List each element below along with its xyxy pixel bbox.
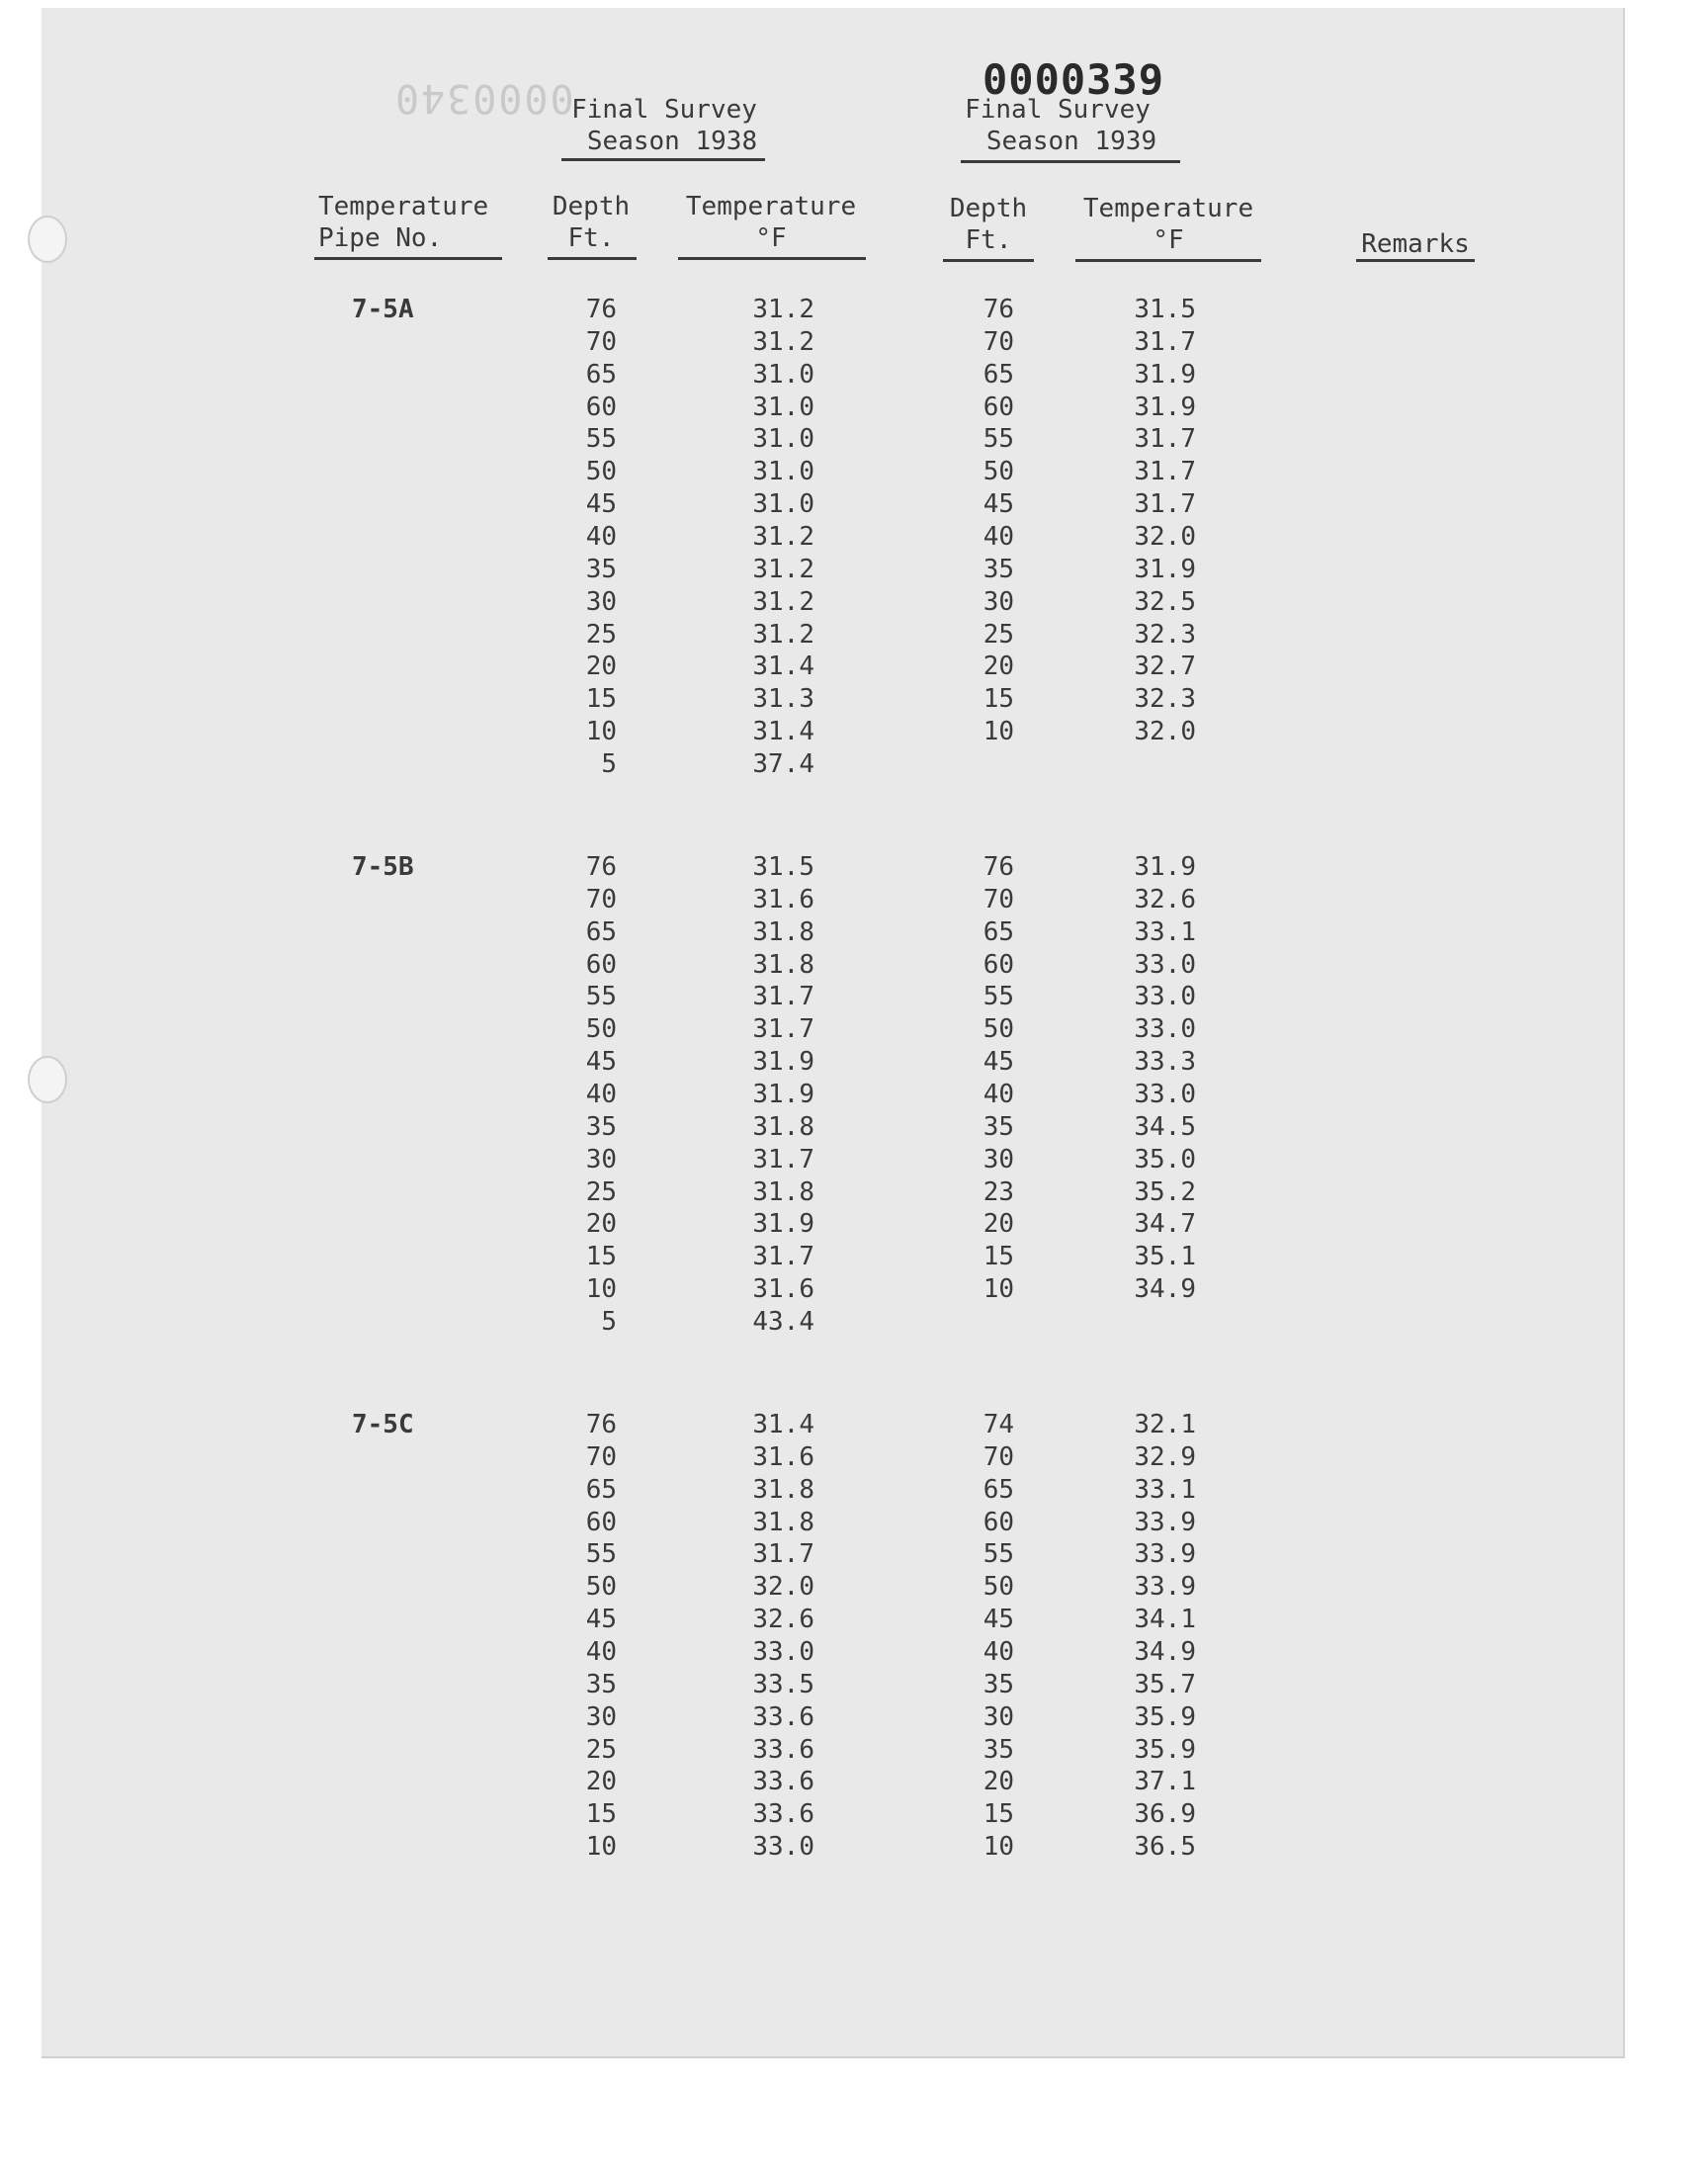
temp-1939-cell: 31.5 (1134, 295, 1196, 324)
depth-1938-cell: 76 (585, 295, 617, 324)
temp-1939-cell: 32.0 (1134, 521, 1196, 552)
temp-1939-cell: 37.1 (1134, 1767, 1196, 1797)
header-temp-1938-line1: Temperature (685, 192, 857, 221)
temp-1938-cell: 31.2 (752, 521, 814, 552)
depth-1938-cell: 35 (585, 554, 617, 584)
depth-1939-cell: 10 (982, 717, 1014, 747)
depth-1939-cell: 55 (982, 424, 1014, 455)
depth-1938-cell: 20 (585, 1767, 617, 1797)
temp-1938-cell: 31.6 (752, 1441, 814, 1472)
depth-1938-cell: 50 (585, 1572, 617, 1603)
header-pipe-underline (314, 257, 502, 260)
depth-1938-cell: 5 (601, 748, 617, 779)
temp-1939-cell: 31.9 (1134, 852, 1196, 882)
temp-1939-cell: 32.3 (1134, 619, 1196, 650)
depth-1939-cell: 10 (982, 1832, 1014, 1863)
temp-1939-cell: 31.9 (1134, 359, 1196, 390)
temp-1938-cell: 33.6 (752, 1701, 814, 1732)
depth-1939-cell: 70 (982, 326, 1014, 357)
temp-1938-cell: 31.9 (752, 1079, 814, 1109)
survey-1938-title: Final Survey (571, 95, 757, 125)
temp-1939-cell: 31.9 (1134, 554, 1196, 584)
temp-1939-cell: 33.3 (1134, 1047, 1196, 1078)
temp-1939-cell: 34.9 (1134, 1636, 1196, 1667)
depth-1939-cell: 20 (982, 652, 1014, 682)
temp-1938-cell: 31.6 (752, 884, 814, 914)
depth-1938-cell: 70 (585, 1441, 617, 1472)
temp-1938-cell: 31.4 (752, 652, 814, 682)
temp-1938-cell: 31.2 (752, 326, 814, 357)
temp-1939-cell: 35.9 (1134, 1734, 1196, 1765)
depth-1939-cell: 20 (982, 1209, 1014, 1240)
depth-1938-cell: 40 (585, 1079, 617, 1109)
temp-1939-cell: 31.7 (1134, 424, 1196, 455)
depth-1939-cell: 30 (982, 1144, 1014, 1174)
depth-1939-cell: 50 (982, 1014, 1014, 1045)
temp-1939-cell: 33.9 (1134, 1507, 1196, 1537)
depth-1939-cell: 15 (982, 684, 1014, 715)
temp-1938-cell: 31.8 (752, 1111, 814, 1142)
temp-1939-cell: 33.0 (1134, 1014, 1196, 1045)
depth-1938-cell: 76 (585, 852, 617, 882)
depth-1938-cell: 65 (585, 359, 617, 390)
depth-1938-cell: 65 (585, 1474, 617, 1505)
header-remarks: Remarks (1361, 229, 1470, 259)
depth-1939-cell: 70 (982, 884, 1014, 914)
temp-1938-cell: 31.9 (752, 1209, 814, 1240)
depth-1938-cell: 35 (585, 1669, 617, 1699)
document-page (42, 8, 1625, 2058)
depth-1939-cell: 76 (982, 295, 1014, 324)
depth-1939-cell: 40 (982, 1079, 1014, 1109)
header-temp-1939-line2: °F (1153, 225, 1184, 255)
depth-1938-cell: 55 (585, 1539, 617, 1570)
depth-1939-cell: 74 (982, 1410, 1014, 1439)
depth-1938-cell: 45 (585, 1605, 617, 1635)
temp-1939-cell: 33.9 (1134, 1539, 1196, 1570)
depth-1938-cell: 10 (585, 1832, 617, 1863)
depth-1938-cell: 25 (585, 1734, 617, 1765)
depth-1938-cell: 10 (585, 1274, 617, 1305)
header-temp-1938-underline (678, 257, 866, 260)
depth-1938-cell: 65 (585, 916, 617, 947)
header-depth-1939-line1: Depth (949, 194, 1028, 223)
header-depth-1938-line2: Ft. (567, 223, 615, 253)
depth-1939-cell: 50 (982, 1572, 1014, 1603)
temp-1939-cell: 33.1 (1134, 916, 1196, 947)
depth-1939-cell: 45 (982, 489, 1014, 520)
temp-1938-cell: 31.7 (752, 982, 814, 1012)
header-temp-1939-underline (1075, 259, 1261, 262)
temp-1938-cell: 31.7 (752, 1014, 814, 1045)
ghost-stamp-number: 0000340 (393, 75, 574, 121)
survey-1939-underline (961, 160, 1180, 163)
depth-1939-cell: 55 (982, 1539, 1014, 1570)
temp-1939-cell: 33.0 (1134, 1079, 1196, 1109)
temp-1938-cell: 31.5 (752, 852, 814, 882)
header-depth-1938-line1: Depth (552, 192, 631, 221)
depth-1939-cell: 45 (982, 1047, 1014, 1078)
temp-1938-cell: 33.5 (752, 1669, 814, 1699)
temp-1939-cell: 33.0 (1134, 949, 1196, 980)
depth-1938-cell: 30 (585, 1144, 617, 1174)
depth-1939-cell: 10 (982, 1274, 1014, 1305)
depth-1939-cell: 76 (982, 852, 1014, 882)
depth-1939-cell: 60 (982, 949, 1014, 980)
temp-1938-cell: 31.0 (752, 359, 814, 390)
temp-1938-cell: 31.9 (752, 1047, 814, 1078)
depth-1939-cell: 35 (982, 554, 1014, 584)
temp-1938-cell: 31.8 (752, 1507, 814, 1537)
temp-1938-cell: 31.7 (752, 1242, 814, 1272)
depth-1938-cell: 30 (585, 586, 617, 617)
temp-1938-cell: 31.8 (752, 949, 814, 980)
depth-1938-cell: 5 (601, 1306, 617, 1337)
temp-1938-cell: 33.6 (752, 1734, 814, 1765)
depth-1939-cell: 60 (982, 1507, 1014, 1537)
depth-1938-cell: 20 (585, 652, 617, 682)
survey-1938-underline (561, 158, 765, 161)
temp-1938-cell: 31.7 (752, 1144, 814, 1174)
temp-1939-cell: 32.3 (1134, 684, 1196, 715)
depth-1938-cell: 70 (585, 326, 617, 357)
temp-1939-cell: 31.7 (1134, 326, 1196, 357)
temp-1938-cell: 43.4 (752, 1306, 814, 1337)
temp-1939-cell: 31.9 (1134, 392, 1196, 422)
header-depth-1939-underline (943, 259, 1034, 262)
header-pipe-line1: Temperature (318, 192, 489, 221)
header-temp-1939-line1: Temperature (1082, 194, 1254, 223)
temp-1938-cell: 37.4 (752, 748, 814, 779)
depth-1939-cell: 30 (982, 1701, 1014, 1732)
depth-1938-cell: 25 (585, 1176, 617, 1207)
temp-1939-cell: 31.7 (1134, 457, 1196, 487)
depth-1939-cell: 50 (982, 457, 1014, 487)
temp-1939-cell: 36.9 (1134, 1799, 1196, 1830)
temp-1938-cell: 31.8 (752, 1474, 814, 1505)
temp-1939-cell: 34.7 (1134, 1209, 1196, 1240)
depth-1938-cell: 25 (585, 619, 617, 650)
depth-1938-cell: 15 (585, 1242, 617, 1272)
survey-1939-season: Season 1939 (985, 127, 1157, 156)
temp-1938-cell: 31.2 (752, 295, 814, 324)
temp-1938-cell: 32.6 (752, 1605, 814, 1635)
depth-1939-cell: 23 (982, 1176, 1014, 1207)
depth-1939-cell: 35 (982, 1734, 1014, 1765)
temp-1939-cell: 32.0 (1134, 717, 1196, 747)
temp-1938-cell: 31.8 (752, 1176, 814, 1207)
depth-1938-cell: 30 (585, 1701, 617, 1732)
depth-1938-cell: 76 (585, 1410, 617, 1439)
header-pipe-line2: Pipe No. (318, 223, 443, 253)
temp-1938-cell: 31.0 (752, 489, 814, 520)
depth-1938-cell: 60 (585, 1507, 617, 1537)
temp-1938-cell: 31.2 (752, 554, 814, 584)
depth-1939-cell: 25 (982, 619, 1014, 650)
survey-1938-season: Season 1938 (586, 127, 758, 156)
header-depth-1938-underline (548, 257, 637, 260)
depth-1938-cell: 35 (585, 1111, 617, 1142)
depth-1939-cell: 65 (982, 1474, 1014, 1505)
temp-1938-cell: 31.0 (752, 424, 814, 455)
temp-1938-cell: 31.0 (752, 457, 814, 487)
temp-1938-cell: 31.4 (752, 1410, 814, 1439)
temp-1939-cell: 35.9 (1134, 1701, 1196, 1732)
depth-1938-cell: 60 (585, 949, 617, 980)
temp-1939-cell: 31.7 (1134, 489, 1196, 520)
temp-1939-cell: 32.9 (1134, 1441, 1196, 1472)
temp-1939-cell: 32.6 (1134, 884, 1196, 914)
temp-1938-cell: 31.2 (752, 619, 814, 650)
depth-1938-cell: 45 (585, 489, 617, 520)
depth-1938-cell: 10 (585, 717, 617, 747)
temp-1938-cell: 33.0 (752, 1832, 814, 1863)
temp-1939-cell: 33.0 (1134, 982, 1196, 1012)
temp-1938-cell: 31.0 (752, 392, 814, 422)
temp-1938-cell: 33.0 (752, 1636, 814, 1667)
depth-1939-cell: 20 (982, 1767, 1014, 1797)
depth-1938-cell: 50 (585, 457, 617, 487)
pipe-number: 7-5C (352, 1410, 414, 1439)
depth-1939-cell: 40 (982, 521, 1014, 552)
depth-1938-cell: 50 (585, 1014, 617, 1045)
depth-1938-cell: 15 (585, 1799, 617, 1830)
depth-1938-cell: 70 (585, 884, 617, 914)
depth-1939-cell: 35 (982, 1111, 1014, 1142)
pipe-number: 7-5B (352, 852, 414, 882)
depth-1938-cell: 45 (585, 1047, 617, 1078)
depth-1938-cell: 40 (585, 1636, 617, 1667)
depth-1938-cell: 55 (585, 424, 617, 455)
header-depth-1939-line2: Ft. (965, 225, 1012, 255)
temp-1938-cell: 33.6 (752, 1767, 814, 1797)
depth-1939-cell: 30 (982, 586, 1014, 617)
temp-1938-cell: 31.8 (752, 916, 814, 947)
temp-1938-cell: 31.2 (752, 586, 814, 617)
depth-1939-cell: 15 (982, 1799, 1014, 1830)
depth-1938-cell: 55 (585, 982, 617, 1012)
depth-1939-cell: 65 (982, 916, 1014, 947)
punch-hole (28, 216, 67, 263)
header-remarks-underline (1356, 259, 1475, 262)
temp-1939-cell: 35.2 (1134, 1176, 1196, 1207)
temp-1939-cell: 34.9 (1134, 1274, 1196, 1305)
temp-1939-cell: 34.1 (1134, 1605, 1196, 1635)
depth-1939-cell: 45 (982, 1605, 1014, 1635)
temp-1938-cell: 31.6 (752, 1274, 814, 1305)
depth-1938-cell: 15 (585, 684, 617, 715)
depth-1939-cell: 70 (982, 1441, 1014, 1472)
temp-1939-cell: 32.7 (1134, 652, 1196, 682)
punch-hole (28, 1056, 67, 1103)
depth-1938-cell: 40 (585, 521, 617, 552)
temp-1938-cell: 32.0 (752, 1572, 814, 1603)
temp-1939-cell: 32.5 (1134, 586, 1196, 617)
temp-1939-cell: 35.1 (1134, 1242, 1196, 1272)
temp-1939-cell: 34.5 (1134, 1111, 1196, 1142)
temp-1939-cell: 35.7 (1134, 1669, 1196, 1699)
pipe-number: 7-5A (352, 295, 414, 324)
depth-1939-cell: 60 (982, 392, 1014, 422)
depth-1938-cell: 60 (585, 392, 617, 422)
header-temp-1938-line2: °F (755, 223, 787, 253)
survey-1939-title: Final Survey (965, 95, 1151, 125)
depth-1938-cell: 20 (585, 1209, 617, 1240)
depth-1939-cell: 65 (982, 359, 1014, 390)
temp-1938-cell: 31.3 (752, 684, 814, 715)
depth-1939-cell: 35 (982, 1669, 1014, 1699)
temp-1939-cell: 32.1 (1134, 1410, 1196, 1439)
temp-1939-cell: 33.9 (1134, 1572, 1196, 1603)
temp-1939-cell: 36.5 (1134, 1832, 1196, 1863)
temp-1939-cell: 35.0 (1134, 1144, 1196, 1174)
depth-1939-cell: 55 (982, 982, 1014, 1012)
temp-1938-cell: 33.6 (752, 1799, 814, 1830)
temp-1939-cell: 33.1 (1134, 1474, 1196, 1505)
document-number-stamp: 0000339 (982, 55, 1165, 104)
temp-1938-cell: 31.4 (752, 717, 814, 747)
temp-1938-cell: 31.7 (752, 1539, 814, 1570)
depth-1939-cell: 15 (982, 1242, 1014, 1272)
depth-1939-cell: 40 (982, 1636, 1014, 1667)
